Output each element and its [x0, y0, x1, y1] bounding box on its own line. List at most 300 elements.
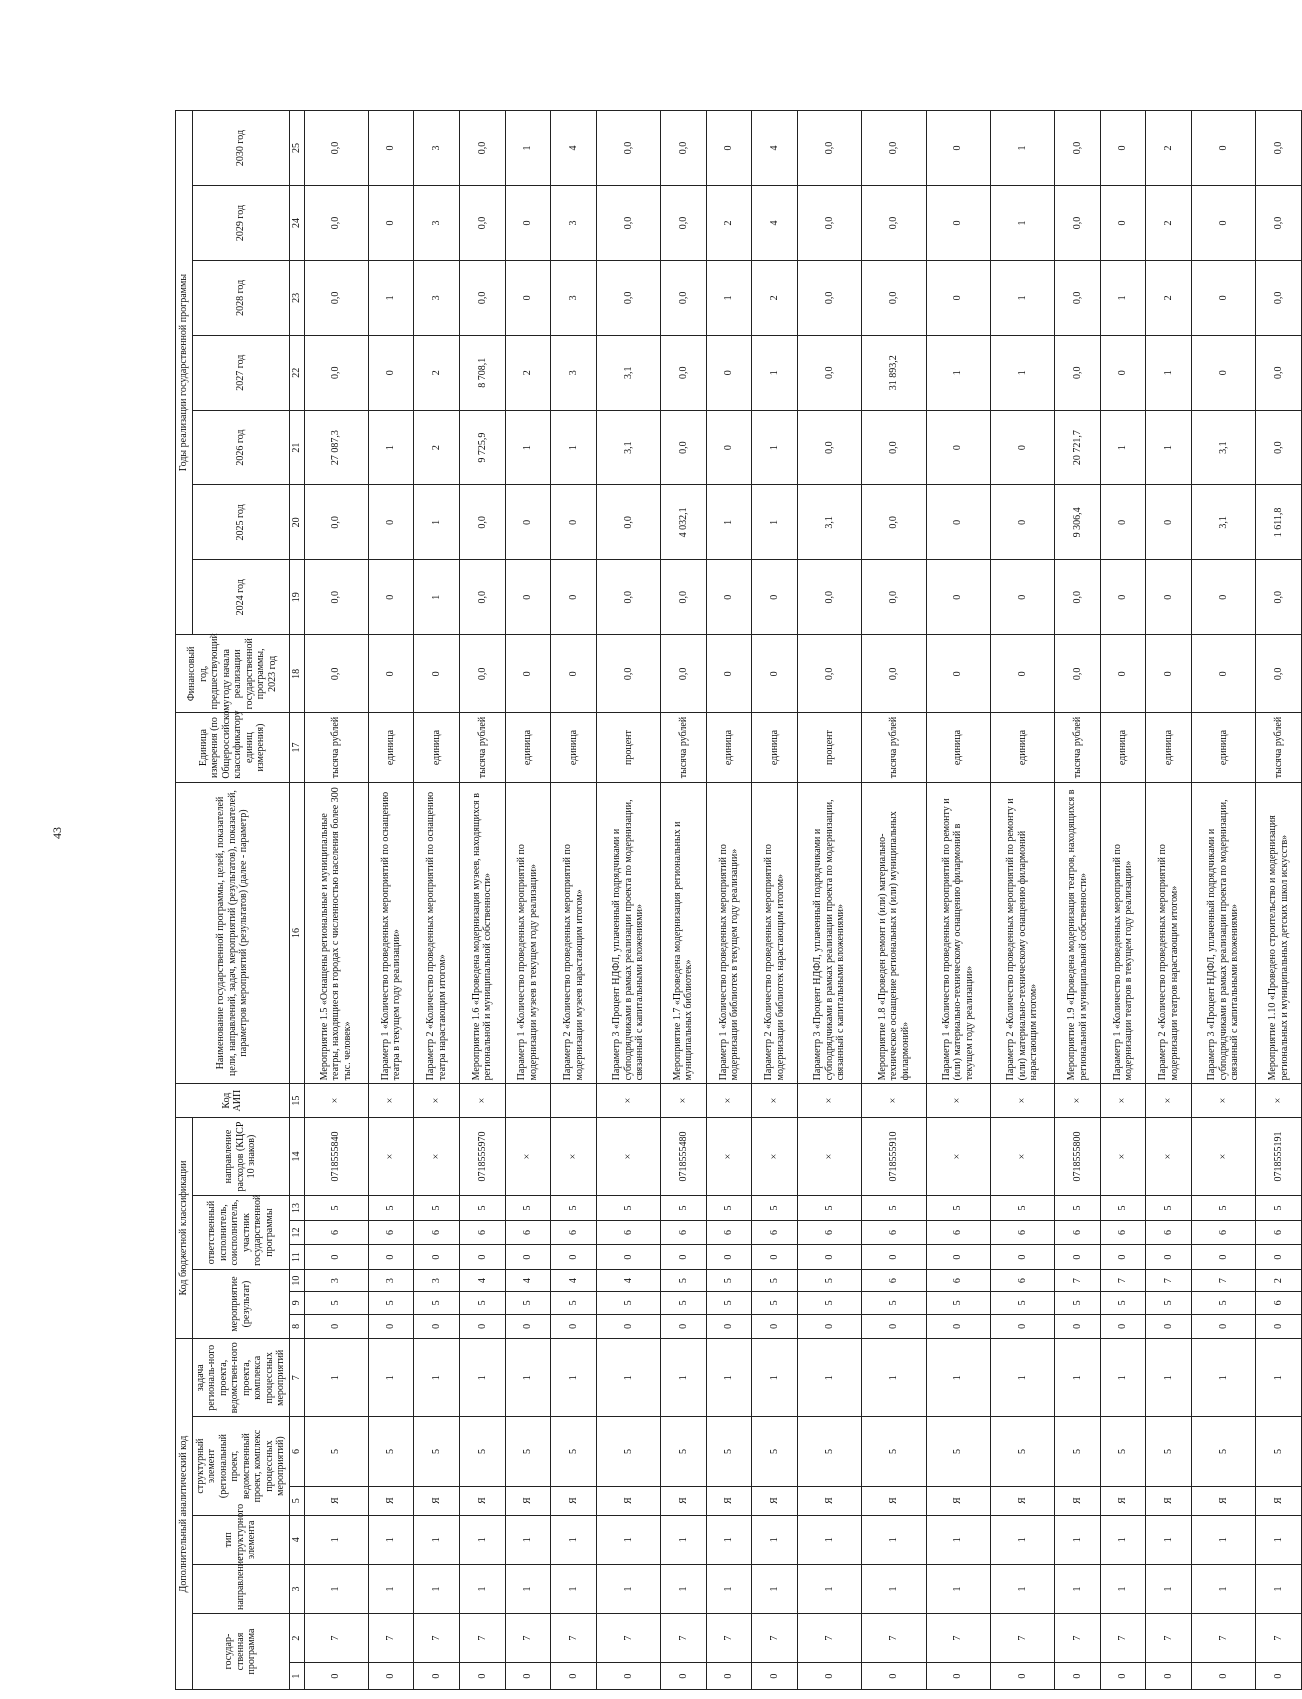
header-fin-prev: Финансовый год, предшествующий году начала реализации государственной программы, 2023 год: [176, 635, 290, 713]
code-cell: 5: [304, 1417, 368, 1486]
value-cell: 1: [706, 485, 752, 560]
code-cell: 7: [460, 1614, 506, 1663]
column-number: 6: [289, 1417, 304, 1486]
code-cell: 0: [990, 1663, 1054, 1690]
code-cell: 5: [304, 1196, 368, 1221]
value-cell: 1: [1146, 335, 1192, 410]
code-cell: 7: [706, 1614, 752, 1663]
code-cell: 1: [926, 1515, 990, 1564]
code-cell: 6: [862, 1220, 926, 1245]
value-cell: 0: [551, 560, 597, 635]
code-cell: 1: [1100, 1564, 1146, 1613]
code-cell: 5: [551, 1292, 597, 1314]
code-cell: Я: [460, 1486, 506, 1515]
header-unit: Единица измерения (по Общероссийскому классификатору единиц измерения): [176, 713, 290, 782]
code-cell: 7: [926, 1614, 990, 1663]
value-cell: 1: [551, 410, 597, 485]
code-cell: 0: [1192, 1314, 1256, 1339]
code-cell: 1: [752, 1564, 798, 1613]
table-row: [862, 111, 926, 1690]
value-cell: 0: [1192, 635, 1256, 713]
value-cell: 3: [414, 111, 460, 186]
code-cell: 0: [505, 1314, 551, 1339]
code-cell: ×: [1146, 1084, 1192, 1118]
code-cell: 0: [505, 1663, 551, 1690]
code-cell: 5: [752, 1292, 798, 1314]
code-cell: 0: [661, 1663, 707, 1690]
code-cell: 5: [752, 1196, 798, 1221]
code-cell: 3: [368, 1269, 414, 1291]
code-cell: 1: [551, 1339, 597, 1417]
column-number: 9: [289, 1292, 304, 1314]
code-cell: 0: [460, 1314, 506, 1339]
code-cell: 0: [797, 1314, 861, 1339]
code-cell: 0718555840: [304, 1117, 368, 1195]
code-cell: 0: [551, 1245, 597, 1270]
code-cell: 5: [304, 1292, 368, 1314]
value-cell: 2: [1146, 260, 1192, 335]
code-cell: 0: [1100, 1314, 1146, 1339]
code-cell: 5: [368, 1196, 414, 1221]
value-cell: 1: [414, 560, 460, 635]
code-cell: 6: [460, 1220, 506, 1245]
value-cell: 0,0: [1055, 335, 1101, 410]
value-cell: 0: [926, 635, 990, 713]
value-cell: 0,0: [1055, 260, 1101, 335]
code-cell: 0718555970: [460, 1117, 506, 1195]
value-cell: 0: [1100, 635, 1146, 713]
value-cell: 0: [1100, 111, 1146, 186]
code-cell: ×: [926, 1084, 990, 1118]
value-cell: 1: [1146, 410, 1192, 485]
header-direction: направление: [192, 1564, 289, 1613]
code-cell: 0: [304, 1245, 368, 1270]
code-cell: 5: [797, 1196, 861, 1221]
table-body: [289, 111, 1302, 1690]
code-cell: ×: [752, 1117, 798, 1195]
value-cell: 3,1: [797, 485, 861, 560]
value-cell: 1: [752, 410, 798, 485]
value-cell: 1 611,8: [1256, 485, 1302, 560]
code-cell: 1: [752, 1515, 798, 1564]
column-number: 7: [289, 1339, 304, 1417]
code-cell: ×: [368, 1117, 414, 1195]
code-cell: 1: [797, 1564, 861, 1613]
code-cell: 0: [706, 1663, 752, 1690]
header-struct-type: тип структурного элемента: [192, 1515, 289, 1564]
value-cell: 0: [926, 485, 990, 560]
code-cell: 0: [706, 1314, 752, 1339]
value-cell: 0: [505, 260, 551, 335]
value-cell: 0: [505, 560, 551, 635]
value-cell: 0,0: [596, 560, 660, 635]
code-cell: 5: [596, 1417, 660, 1486]
value-cell: 0: [926, 260, 990, 335]
code-cell: 6: [551, 1220, 597, 1245]
code-cell: 0: [505, 1245, 551, 1270]
code-cell: 1: [1256, 1515, 1302, 1564]
code-cell: 5: [990, 1417, 1054, 1486]
table-row: [661, 111, 707, 1690]
code-cell: 1: [862, 1339, 926, 1417]
header-event: мероприятие (результат): [192, 1269, 289, 1338]
value-cell: 0,0: [1055, 560, 1101, 635]
row-name: Параметр 3 «Процент НДФЛ, уплаченный подрядчиками и субподрядчиками в рамках реализации проекта по модернизации, связанный с капитальными вложениями»: [797, 782, 861, 1084]
column-number: 21: [289, 410, 304, 485]
code-cell: 0: [368, 1314, 414, 1339]
code-cell: Я: [706, 1486, 752, 1515]
code-cell: 5: [1146, 1292, 1192, 1314]
value-cell: 0,0: [1256, 111, 1302, 186]
code-cell: ×: [990, 1117, 1054, 1195]
code-cell: 5: [551, 1196, 597, 1221]
code-cell: 5: [862, 1417, 926, 1486]
value-cell: 0: [990, 560, 1054, 635]
row-name: Параметр 2 «Количество проведенных мероприятий по оснащению театра нарастающим итогом»: [414, 782, 460, 1084]
value-cell: 1: [990, 260, 1054, 335]
code-cell: ×: [304, 1084, 368, 1118]
code-cell: 5: [1055, 1196, 1101, 1221]
row-name: Параметр 2 «Количество проведенных мероприятий по модернизации музеев нарастающим итогом»: [551, 782, 597, 1084]
column-number: 13: [289, 1196, 304, 1221]
value-cell: 1: [368, 260, 414, 335]
code-cell: 5: [661, 1292, 707, 1314]
code-cell: ×: [1055, 1084, 1101, 1118]
value-cell: 0: [505, 635, 551, 713]
value-cell: 2: [414, 335, 460, 410]
column-number: 25: [289, 111, 304, 186]
code-cell: 5: [706, 1292, 752, 1314]
code-cell: 4: [596, 1269, 660, 1291]
code-cell: 1: [414, 1339, 460, 1417]
table-row: [926, 111, 990, 1690]
value-cell: 0,0: [1055, 186, 1101, 261]
code-cell: 1: [661, 1564, 707, 1613]
code-cell: 6: [990, 1220, 1054, 1245]
code-cell: 7: [1055, 1269, 1101, 1291]
code-cell: 1: [862, 1515, 926, 1564]
code-cell: ×: [706, 1117, 752, 1195]
code-cell: 7: [414, 1614, 460, 1663]
table-row: [551, 111, 597, 1690]
column-number: 8: [289, 1314, 304, 1339]
code-cell: 0: [368, 1663, 414, 1690]
code-cell: 1: [368, 1564, 414, 1613]
value-cell: 0,0: [661, 111, 707, 186]
code-cell: 0: [1100, 1663, 1146, 1690]
code-cell: 5: [1256, 1196, 1302, 1221]
code-cell: 7: [661, 1614, 707, 1663]
value-cell: 0,0: [797, 186, 861, 261]
code-cell: 7: [797, 1614, 861, 1663]
code-cell: 6: [661, 1220, 707, 1245]
code-cell: ×: [1100, 1117, 1146, 1195]
header-struct-elem: структурный элемент (региональный проект, ведомственный проект, комплекс процессных мероприятий): [192, 1417, 289, 1515]
code-cell: 1: [797, 1339, 861, 1417]
row-unit: тысяча рублей: [862, 713, 926, 782]
code-cell: 1: [1256, 1564, 1302, 1613]
row-name: Параметр 3 «Процент НДФЛ, уплаченный подрядчиками и субподрядчиками в рамках реализации проекта по модернизации, связанный с капитальными вложениями»: [1192, 782, 1256, 1084]
value-cell: 0,0: [460, 635, 506, 713]
code-cell: ×: [797, 1084, 861, 1118]
row-unit: единица: [752, 713, 798, 782]
value-cell: 4: [752, 186, 798, 261]
value-cell: 3,1: [1192, 410, 1256, 485]
code-cell: 6: [414, 1220, 460, 1245]
code-cell: 1: [460, 1339, 506, 1417]
value-cell: 0,0: [797, 260, 861, 335]
row-unit: единица: [990, 713, 1054, 782]
code-cell: 0: [460, 1245, 506, 1270]
code-cell: 1: [990, 1564, 1054, 1613]
code-cell: 1: [862, 1564, 926, 1613]
code-cell: 1: [596, 1515, 660, 1564]
code-cell: 0: [551, 1314, 597, 1339]
row-name: Мероприятие 1.10 «Проведено строительство и модернизация региональных и муниципальных детских школ искусств»: [1256, 782, 1302, 1084]
code-cell: 6: [990, 1269, 1054, 1291]
column-numbers-row: [289, 111, 304, 1690]
value-cell: 0,0: [797, 335, 861, 410]
code-cell: 0: [596, 1663, 660, 1690]
code-cell: 7: [1192, 1614, 1256, 1663]
code-cell: 6: [1256, 1220, 1302, 1245]
code-cell: 1: [706, 1564, 752, 1613]
code-cell: 0: [990, 1245, 1054, 1270]
value-cell: 0,0: [460, 111, 506, 186]
code-cell: [551, 1084, 597, 1118]
header-y2026: 2026 год: [192, 410, 289, 485]
row-unit: тысяча рублей: [460, 713, 506, 782]
table-row: [752, 111, 798, 1690]
value-cell: 3: [551, 186, 597, 261]
code-cell: 7: [505, 1614, 551, 1663]
code-cell: 0: [797, 1245, 861, 1270]
code-cell: 0: [1100, 1245, 1146, 1270]
code-cell: 0: [596, 1245, 660, 1270]
code-cell: 6: [752, 1220, 798, 1245]
code-cell: 0: [990, 1314, 1054, 1339]
row-unit: тысяча рублей: [661, 713, 707, 782]
value-cell: 20 721,7: [1055, 410, 1101, 485]
header-gp: государ-ственная программа: [192, 1614, 289, 1690]
code-cell: Я: [862, 1486, 926, 1515]
code-cell: ×: [1192, 1117, 1256, 1195]
value-cell: 0,0: [304, 260, 368, 335]
value-cell: 0,0: [862, 186, 926, 261]
code-cell: 1: [304, 1564, 368, 1613]
code-cell: ×: [551, 1117, 597, 1195]
row-unit: единица: [368, 713, 414, 782]
code-cell: 1: [1100, 1339, 1146, 1417]
column-number: 3: [289, 1564, 304, 1613]
code-cell: 5: [862, 1196, 926, 1221]
code-cell: ×: [460, 1084, 506, 1118]
code-cell: 7: [1100, 1614, 1146, 1663]
header-task: задача региональ-ного проекта, ведомствен-ного проекта, комплекса процессных мероприятий: [192, 1339, 289, 1417]
value-cell: 3,1: [1192, 485, 1256, 560]
value-cell: 0: [1192, 560, 1256, 635]
code-cell: 5: [414, 1292, 460, 1314]
value-cell: 4 032,1: [661, 485, 707, 560]
code-cell: 0: [926, 1663, 990, 1690]
value-cell: 2: [414, 410, 460, 485]
value-cell: 0,0: [862, 111, 926, 186]
code-cell: 1: [1055, 1515, 1101, 1564]
code-cell: 5: [368, 1417, 414, 1486]
code-cell: Я: [1146, 1486, 1192, 1515]
code-cell: 1: [990, 1515, 1054, 1564]
value-cell: 0: [505, 186, 551, 261]
code-cell: 0: [797, 1663, 861, 1690]
code-cell: ×: [1256, 1084, 1302, 1118]
code-cell: 1: [1192, 1564, 1256, 1613]
code-cell: 7: [368, 1614, 414, 1663]
value-cell: 3,1: [596, 410, 660, 485]
column-number: 16: [289, 782, 304, 1084]
value-cell: 31 893,2: [862, 335, 926, 410]
code-cell: 1: [706, 1515, 752, 1564]
code-cell: 5: [926, 1196, 990, 1221]
code-cell: 5: [706, 1417, 752, 1486]
value-cell: 0,0: [661, 410, 707, 485]
value-cell: 8 708,1: [460, 335, 506, 410]
code-cell: 1: [368, 1339, 414, 1417]
code-cell: 0: [414, 1663, 460, 1690]
code-cell: 0: [661, 1314, 707, 1339]
code-cell: 1: [1192, 1515, 1256, 1564]
value-cell: 0: [1100, 335, 1146, 410]
value-cell: 0: [752, 635, 798, 713]
code-cell: 1: [990, 1339, 1054, 1417]
code-cell: 5: [1100, 1292, 1146, 1314]
code-cell: Я: [661, 1486, 707, 1515]
table-row: [414, 111, 460, 1690]
column-number: 11: [289, 1245, 304, 1270]
code-cell: Я: [1055, 1486, 1101, 1515]
code-cell: 5: [797, 1292, 861, 1314]
code-cell: 5: [990, 1292, 1054, 1314]
code-cell: 5: [990, 1196, 1054, 1221]
row-name: Мероприятие 1.7 «Проведена модернизация региональных и муниципальных библиотек»: [661, 782, 707, 1084]
table-row: [706, 111, 752, 1690]
code-cell: ×: [596, 1117, 660, 1195]
code-cell: 1: [414, 1515, 460, 1564]
code-cell: 6: [1192, 1220, 1256, 1245]
value-cell: 0: [926, 410, 990, 485]
code-cell: 0718555191: [1256, 1117, 1302, 1195]
code-cell: 0: [1055, 1663, 1101, 1690]
code-cell: Я: [1256, 1486, 1302, 1515]
header-aip: Код АИП: [176, 1084, 290, 1118]
code-cell: 6: [1055, 1220, 1101, 1245]
code-cell: 6: [926, 1220, 990, 1245]
code-cell: 5: [505, 1417, 551, 1486]
code-cell: 1: [1146, 1515, 1192, 1564]
value-cell: 0,0: [1055, 111, 1101, 186]
column-number: 22: [289, 335, 304, 410]
value-cell: 0: [706, 410, 752, 485]
code-cell: 5: [797, 1269, 861, 1291]
code-cell: 5: [414, 1417, 460, 1486]
value-cell: 0: [706, 111, 752, 186]
value-cell: 0: [990, 485, 1054, 560]
row-unit: единица: [926, 713, 990, 782]
value-cell: 1: [990, 111, 1054, 186]
row-name: Параметр 2 «Количество проведенных мероприятий по модернизации библиотек нарастающим итогом»: [752, 782, 798, 1084]
code-cell: 5: [505, 1196, 551, 1221]
code-cell: 6: [926, 1269, 990, 1291]
code-cell: 5: [752, 1269, 798, 1291]
value-cell: 0,0: [596, 485, 660, 560]
code-cell: 0: [752, 1245, 798, 1270]
header-name: Наименование государственной программы, целей, показателей цели, направлений, задач, мероприятий (результатов), показателей, параметров мероприятий (результатов) (далее - параметр): [176, 782, 290, 1084]
code-cell: 7: [1100, 1269, 1146, 1291]
header-budget-code: Код бюджетной классификации: [176, 1117, 193, 1338]
value-cell: 2: [1146, 186, 1192, 261]
value-cell: 0,0: [862, 410, 926, 485]
code-cell: 5: [706, 1269, 752, 1291]
code-cell: ×: [596, 1084, 660, 1118]
value-cell: 0: [990, 635, 1054, 713]
value-cell: 0,0: [304, 186, 368, 261]
code-cell: 0: [706, 1245, 752, 1270]
code-cell: 6: [862, 1269, 926, 1291]
code-cell: 1: [1146, 1564, 1192, 1613]
value-cell: 0,0: [1256, 635, 1302, 713]
value-cell: 0,0: [862, 485, 926, 560]
row-unit: тысяча рублей: [1055, 713, 1101, 782]
value-cell: 0: [1192, 111, 1256, 186]
value-cell: 0,0: [661, 260, 707, 335]
code-cell: 0: [661, 1245, 707, 1270]
value-cell: 3: [551, 335, 597, 410]
value-cell: 0: [926, 186, 990, 261]
code-cell: 5: [1055, 1417, 1101, 1486]
code-cell: 7: [304, 1614, 368, 1663]
value-cell: 1: [752, 485, 798, 560]
code-cell: 1: [304, 1515, 368, 1564]
code-cell: 5: [414, 1196, 460, 1221]
code-cell: 7: [862, 1614, 926, 1663]
row-unit: процент: [797, 713, 861, 782]
value-cell: 1: [752, 335, 798, 410]
code-cell: 1: [505, 1564, 551, 1613]
code-cell: Я: [596, 1486, 660, 1515]
value-cell: 0,0: [797, 111, 861, 186]
value-cell: 0: [551, 485, 597, 560]
value-cell: 0: [1146, 635, 1192, 713]
value-cell: 0: [368, 635, 414, 713]
code-cell: 0: [752, 1314, 798, 1339]
value-cell: 0,0: [460, 560, 506, 635]
column-number: 15: [289, 1084, 304, 1118]
table-row: [368, 111, 414, 1690]
code-cell: ×: [706, 1084, 752, 1118]
row-unit: тысяча рублей: [304, 713, 368, 782]
code-cell: ×: [414, 1084, 460, 1118]
value-cell: 0,0: [1256, 335, 1302, 410]
code-cell: 4: [505, 1269, 551, 1291]
code-cell: 0: [862, 1314, 926, 1339]
code-cell: 1: [551, 1515, 597, 1564]
code-cell: 1: [706, 1339, 752, 1417]
code-cell: 0: [1192, 1663, 1256, 1690]
code-cell: ×: [990, 1084, 1054, 1118]
value-cell: 0,0: [596, 260, 660, 335]
value-cell: 0,0: [797, 410, 861, 485]
row-name: Параметр 2 «Количество проведенных мероприятий по модернизации театров нарастающим итогом»: [1146, 782, 1192, 1084]
column-number: 14: [289, 1117, 304, 1195]
